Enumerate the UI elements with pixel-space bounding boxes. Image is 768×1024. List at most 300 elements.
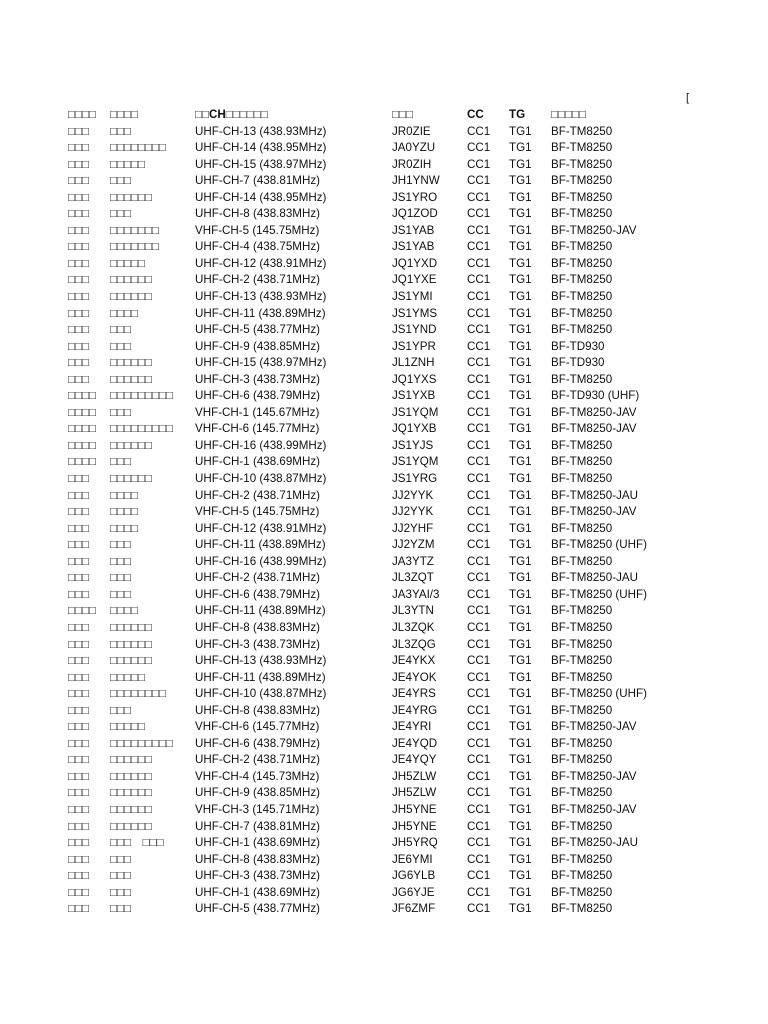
callsign-cell: JE4YKX [392, 654, 436, 668]
prefecture-cell: □□□ [68, 273, 90, 287]
table-row [68, 802, 728, 819]
model-cell: BF-TD930 (UHF) [551, 389, 640, 403]
callsign-cell: JG6YJE [392, 885, 435, 899]
callsign-cell: JE4YQD [392, 736, 438, 750]
model-cell: BF-TM8250 [551, 306, 613, 320]
tg-cell: TG1 [509, 538, 532, 552]
table-row [68, 703, 728, 720]
table-row [68, 355, 728, 372]
location-cell: □□□□ [110, 604, 139, 618]
prefecture-cell: □□□ [68, 488, 90, 502]
prefecture-cell: □□□ [68, 207, 90, 221]
table-row [68, 421, 728, 438]
tg-cell: TG1 [509, 273, 532, 287]
cc-cell: CC1 [467, 753, 491, 767]
tg-cell: TG1 [509, 521, 532, 535]
table-row [68, 272, 728, 289]
channel-cell: UHF-CH-5 (438.77MHz) [195, 902, 320, 916]
location-cell: □□□□□□ [110, 438, 153, 452]
callsign-cell: JE4YRI [392, 720, 432, 734]
tg-cell: TG1 [509, 852, 532, 866]
channel-cell: VHF-CH-4 (145.73MHz) [195, 769, 320, 783]
channel-cell: UHF-CH-2 (438.71MHz) [195, 488, 320, 502]
model-cell: BF-TD930 [551, 339, 605, 353]
channel-cell: UHF-CH-6 (438.79MHz) [195, 389, 320, 403]
model-cell: BF-TM8250 [551, 554, 613, 568]
cc-cell: CC1 [467, 769, 491, 783]
table-row [68, 835, 728, 852]
tg-cell: TG1 [509, 422, 532, 436]
prefecture-cell: □□□ [68, 174, 90, 188]
table-row [68, 488, 728, 505]
channel-cell: UHF-CH-9 (438.85MHz) [195, 786, 320, 800]
model-cell: BF-TM8250 (UHF) [551, 587, 647, 601]
callsign-cell: JS1YPR [392, 339, 436, 353]
channel-cell: UHF-CH-10 (438.87MHz) [195, 472, 327, 486]
prefecture-cell: □□□ [68, 869, 90, 883]
header-cell-model: □□□□□ [551, 108, 587, 121]
table-row [68, 190, 728, 207]
location-cell: □□□ [110, 323, 132, 337]
prefecture-cell: □□□ [68, 521, 90, 535]
table-row [68, 256, 728, 273]
cc-cell: CC1 [467, 637, 491, 651]
prefecture-cell: □□□ [68, 223, 90, 237]
prefecture-cell: □□□ [68, 885, 90, 899]
table-row [68, 587, 728, 604]
cc-cell: CC1 [467, 455, 491, 469]
prefecture-cell: □□□ [68, 538, 90, 552]
channel-cell: VHF-CH-5 (145.75MHz) [195, 505, 320, 519]
channel-cell: UHF-CH-1 (438.69MHz) [195, 455, 320, 469]
prefecture-cell: □□□ [68, 620, 90, 634]
cc-cell: CC1 [467, 786, 491, 800]
model-cell: BF-TM8250-JAV [551, 405, 637, 419]
channel-cell: VHF-CH-3 (145.71MHz) [195, 802, 320, 816]
tg-cell: TG1 [509, 802, 532, 816]
channel-cell: UHF-CH-6 (438.79MHz) [195, 587, 320, 601]
tg-cell: TG1 [509, 819, 532, 833]
tg-cell: TG1 [509, 736, 532, 750]
location-cell: □□□□□□□□ [110, 687, 167, 701]
prefecture-cell: □□□ [68, 256, 90, 270]
table-row [68, 570, 728, 587]
cc-cell: CC1 [467, 422, 491, 436]
channel-cell: UHF-CH-11 (438.89MHz) [195, 604, 326, 618]
callsign-cell: JS1YRG [392, 472, 438, 486]
location-cell: □□□□□□□□□ [110, 736, 174, 750]
model-cell: BF-TM8250-JAV [551, 769, 637, 783]
model-cell: BF-TM8250 [551, 207, 613, 221]
channel-cell: UHF-CH-12 (438.91MHz) [195, 521, 327, 535]
prefecture-cell: □□□ [68, 339, 90, 353]
location-cell: □□□ [110, 902, 132, 916]
cc-cell: CC1 [467, 836, 491, 850]
location-cell: □□□ [110, 455, 132, 469]
channel-cell: UHF-CH-5 (438.77MHz) [195, 323, 320, 337]
location-cell: □□□□□□ [110, 819, 153, 833]
location-cell: □□□ [110, 339, 132, 353]
tg-cell: TG1 [509, 720, 532, 734]
location-cell: □□□□□□ [110, 620, 153, 634]
channel-cell: UHF-CH-16 (438.99MHz) [195, 438, 327, 452]
model-cell: BF-TM8250-JAV [551, 422, 637, 436]
table-row [68, 454, 728, 471]
callsign-cell: JQ1ZOD [392, 207, 438, 221]
header-cell-channel: □□CH□□□□□□ [195, 108, 268, 121]
callsign-cell: JJ2YYK [392, 488, 434, 502]
table-row [68, 885, 728, 902]
model-cell: BF-TM8250 [551, 885, 613, 899]
model-cell: BF-TM8250 [551, 852, 613, 866]
table-row [68, 670, 728, 687]
callsign-cell: JH5YRQ [392, 836, 438, 850]
tg-cell: TG1 [509, 207, 532, 221]
channel-cell: UHF-CH-11 (438.89MHz) [195, 306, 326, 320]
model-cell: BF-TD930 [551, 356, 605, 370]
model-cell: BF-TM8250 [551, 637, 613, 651]
tg-cell: TG1 [509, 240, 532, 254]
cc-cell: CC1 [467, 190, 491, 204]
table-row [68, 554, 728, 571]
prefecture-cell: □□□ [68, 240, 90, 254]
prefecture-cell: □□□ [68, 736, 90, 750]
table-row [68, 289, 728, 306]
tg-cell: TG1 [509, 256, 532, 270]
model-cell: BF-TM8250 [551, 290, 613, 304]
table-row [68, 239, 728, 256]
cc-cell: CC1 [467, 736, 491, 750]
cc-cell: CC1 [467, 554, 491, 568]
model-cell: BF-TM8250 [551, 472, 613, 486]
prefecture-cell: □□□ [68, 769, 90, 783]
tg-cell: TG1 [509, 869, 532, 883]
table-row [68, 868, 728, 885]
channel-cell: UHF-CH-8 (438.83MHz) [195, 620, 320, 634]
callsign-cell: JL3ZQT [392, 571, 434, 585]
cc-cell: CC1 [467, 372, 491, 386]
cc-cell: CC1 [467, 802, 491, 816]
channel-cell: UHF-CH-11 (438.89MHz) [195, 538, 326, 552]
model-cell: BF-TM8250-JAV [551, 802, 637, 816]
callsign-cell: JS1YXB [392, 389, 436, 403]
callsign-cell: JS1YRO [392, 190, 438, 204]
callsign-cell: JA3YTZ [392, 554, 434, 568]
table-row [68, 372, 728, 389]
table-body [68, 124, 728, 918]
callsign-cell: JQ1YXE [392, 273, 437, 287]
location-cell: □□□□□□ [110, 190, 153, 204]
tg-cell: TG1 [509, 836, 532, 850]
prefecture-cell: □□□ [68, 472, 90, 486]
location-cell: □□□□□□□ [110, 223, 160, 237]
cc-cell: CC1 [467, 587, 491, 601]
table-row [68, 537, 728, 554]
cc-cell: CC1 [467, 339, 491, 353]
prefecture-cell: □□□□ [68, 438, 97, 452]
tg-cell: TG1 [509, 620, 532, 634]
callsign-cell: JL3ZQG [392, 637, 436, 651]
channel-cell: UHF-CH-8 (438.83MHz) [195, 703, 320, 717]
tg-cell: TG1 [509, 389, 532, 403]
prefecture-cell: □□□ [68, 356, 90, 370]
table-row [68, 719, 728, 736]
channel-cell: UHF-CH-16 (438.99MHz) [195, 554, 327, 568]
callsign-cell: JQ1YXS [392, 372, 437, 386]
callsign-cell: JA3YAI/3 [392, 587, 440, 601]
model-cell: BF-TM8250 [551, 323, 613, 337]
location-cell: □□□□□□ [110, 654, 153, 668]
prefecture-cell: □□□ [68, 852, 90, 866]
location-cell: □□□□□□ [110, 637, 153, 651]
callsign-cell: JE4YQY [392, 753, 437, 767]
cc-cell: CC1 [467, 240, 491, 254]
tg-cell: TG1 [509, 488, 532, 502]
model-cell: BF-TM8250 [551, 174, 613, 188]
callsign-cell: JQ1YXD [392, 256, 438, 270]
channel-cell: UHF-CH-1 (438.69MHz) [195, 885, 320, 899]
channel-cell: UHF-CH-11 (438.89MHz) [195, 670, 326, 684]
location-cell: □□□ [110, 703, 132, 717]
location-cell: □□□□□□ [110, 472, 153, 486]
prefecture-cell: □□□□ [68, 422, 97, 436]
cc-cell: CC1 [467, 405, 491, 419]
prefecture-cell: □□□ [68, 802, 90, 816]
callsign-cell: JL3YTN [392, 604, 434, 618]
cc-cell: CC1 [467, 256, 491, 270]
tg-cell: TG1 [509, 306, 532, 320]
channel-cell: UHF-CH-7 (438.81MHz) [195, 174, 320, 188]
location-cell: □□□ □□□ [110, 836, 164, 850]
tg-cell: TG1 [509, 455, 532, 469]
location-cell: □□□□□□□ [110, 240, 160, 254]
prefecture-cell: □□□ [68, 786, 90, 800]
table-row [68, 306, 728, 323]
model-cell: BF-TM8250 [551, 703, 613, 717]
location-cell: □□□□ [110, 521, 139, 535]
callsign-cell: JE4YOK [392, 670, 437, 684]
header-cell-prefecture: □□□□ [68, 108, 97, 121]
location-cell: □□□□□□□□□ [110, 389, 174, 403]
cc-cell: CC1 [467, 472, 491, 486]
header-cell-cc: CC [467, 108, 484, 121]
model-cell: BF-TM8250 [551, 455, 613, 469]
table-row [68, 140, 728, 157]
tg-cell: TG1 [509, 339, 532, 353]
prefecture-cell: □□□□ [68, 389, 97, 403]
model-cell: BF-TM8250 [551, 620, 613, 634]
cc-cell: CC1 [467, 141, 491, 155]
location-cell: □□□ [110, 554, 132, 568]
cc-cell: CC1 [467, 687, 491, 701]
location-cell: □□□□□□ [110, 769, 153, 783]
callsign-cell: JH5ZLW [392, 786, 437, 800]
channel-cell: UHF-CH-9 (438.85MHz) [195, 339, 320, 353]
tg-cell: TG1 [509, 654, 532, 668]
cc-cell: CC1 [467, 157, 491, 171]
prefecture-cell: □□□ [68, 902, 90, 916]
location-cell: □□□□□□ [110, 356, 153, 370]
cc-cell: CC1 [467, 819, 491, 833]
model-cell: BF-TM8250 [551, 240, 613, 254]
prefecture-cell: □□□□ [68, 604, 97, 618]
cc-cell: CC1 [467, 323, 491, 337]
callsign-cell: JS1YJS [392, 438, 434, 452]
cc-cell: CC1 [467, 620, 491, 634]
callsign-cell: JH1YNW [392, 174, 440, 188]
model-cell: BF-TM8250 (UHF) [551, 538, 647, 552]
callsign-cell: JQ1YXB [392, 422, 437, 436]
callsign-cell: JS1YAB [392, 240, 435, 254]
model-cell: BF-TM8250 [551, 654, 613, 668]
prefecture-cell: □□□ [68, 141, 90, 155]
model-cell: BF-TM8250 [551, 157, 613, 171]
tg-cell: TG1 [509, 174, 532, 188]
model-cell: BF-TM8250 [551, 256, 613, 270]
tg-cell: TG1 [509, 786, 532, 800]
channel-cell: UHF-CH-10 (438.87MHz) [195, 687, 327, 701]
model-cell: BF-TM8250-JAU [551, 488, 638, 502]
repeater-table [68, 107, 728, 918]
model-cell: BF-TM8250 [551, 141, 613, 155]
table-row [68, 223, 728, 240]
location-cell: □□□□□ [110, 157, 146, 171]
location-cell: □□□ [110, 207, 132, 221]
tg-cell: TG1 [509, 405, 532, 419]
callsign-cell: JA0YZU [392, 141, 436, 155]
channel-cell: UHF-CH-13 (438.93MHz) [195, 290, 327, 304]
tg-cell: TG1 [509, 356, 532, 370]
callsign-cell: JH5ZLW [392, 769, 437, 783]
table-row [68, 405, 728, 422]
prefecture-cell: □□□□ [68, 405, 97, 419]
table-row [68, 438, 728, 455]
callsign-cell: JH5YNE [392, 802, 437, 816]
cc-cell: CC1 [467, 902, 491, 916]
channel-cell: UHF-CH-15 (438.97MHz) [195, 356, 327, 370]
cc-cell: CC1 [467, 720, 491, 734]
callsign-cell: JS1YQM [392, 405, 439, 419]
tg-cell: TG1 [509, 604, 532, 618]
prefecture-cell: □□□ [68, 720, 90, 734]
callsign-cell: JJ2YYK [392, 505, 434, 519]
model-cell: BF-TM8250 [551, 670, 613, 684]
location-cell: □□□□□□ [110, 290, 153, 304]
location-cell: □□□□ [110, 505, 139, 519]
location-cell: □□□ [110, 571, 132, 585]
prefecture-cell: □□□ [68, 819, 90, 833]
cc-cell: CC1 [467, 538, 491, 552]
channel-cell: VHF-CH-6 (145.77MHz) [195, 720, 320, 734]
table-row [68, 752, 728, 769]
model-cell: BF-TM8250 [551, 124, 613, 138]
prefecture-cell: □□□ [68, 571, 90, 585]
table-row [68, 785, 728, 802]
prefecture-cell: □□□□ [68, 455, 97, 469]
cc-cell: CC1 [467, 207, 491, 221]
model-cell: BF-TM8250 [551, 819, 613, 833]
tg-cell: TG1 [509, 124, 532, 138]
prefecture-cell: □□□ [68, 587, 90, 601]
model-cell: BF-TM8250 [551, 869, 613, 883]
location-cell: □□□ [110, 885, 132, 899]
table-row [68, 686, 728, 703]
callsign-cell: JL3ZQK [392, 620, 435, 634]
location-cell: □□□□□□□□ [110, 141, 167, 155]
prefecture-cell: □□□ [68, 703, 90, 717]
cc-cell: CC1 [467, 571, 491, 585]
cc-cell: CC1 [467, 306, 491, 320]
location-cell: □□□ [110, 405, 132, 419]
model-cell: BF-TM8250 [551, 786, 613, 800]
tg-cell: TG1 [509, 587, 532, 601]
tg-cell: TG1 [509, 885, 532, 899]
location-cell: □□□□□□ [110, 786, 153, 800]
callsign-cell: JJ2YZM [392, 538, 435, 552]
channel-cell: VHF-CH-5 (145.75MHz) [195, 223, 320, 237]
prefecture-cell: □□□ [68, 554, 90, 568]
location-cell: □□□□□□ [110, 802, 153, 816]
table-row [68, 504, 728, 521]
table-row [68, 901, 728, 918]
cc-cell: CC1 [467, 505, 491, 519]
cc-cell: CC1 [467, 670, 491, 684]
tg-cell: TG1 [509, 554, 532, 568]
callsign-cell: JE4YRG [392, 703, 438, 717]
callsign-cell: JH5YNE [392, 819, 437, 833]
prefecture-cell: □□□ [68, 372, 90, 386]
table-row [68, 339, 728, 356]
location-cell: □□□□□□ [110, 273, 153, 287]
table-row [68, 521, 728, 538]
cc-cell: CC1 [467, 124, 491, 138]
tg-cell: TG1 [509, 637, 532, 651]
header-cell-location: □□□□ [110, 108, 139, 121]
channel-cell: UHF-CH-6 (438.79MHz) [195, 736, 320, 750]
location-cell: □□□□□□ [110, 753, 153, 767]
channel-cell: UHF-CH-13 (438.93MHz) [195, 654, 327, 668]
model-cell: BF-TM8250-JAV [551, 505, 637, 519]
cc-cell: CC1 [467, 356, 491, 370]
model-cell: BF-TM8250 [551, 902, 613, 916]
channel-cell: UHF-CH-14 (438.95MHz) [195, 190, 327, 204]
tg-cell: TG1 [509, 769, 532, 783]
model-cell: BF-TM8250-JAU [551, 571, 638, 585]
location-cell: □□□ [110, 587, 132, 601]
channel-cell: UHF-CH-2 (438.71MHz) [195, 753, 320, 767]
table-row [68, 736, 728, 753]
prefecture-cell: □□□ [68, 637, 90, 651]
table-row [68, 388, 728, 405]
callsign-cell: JS1YQM [392, 455, 439, 469]
tg-cell: TG1 [509, 902, 532, 916]
location-cell: □□□ [110, 124, 132, 138]
callsign-cell: JR0ZIE [392, 124, 431, 138]
channel-cell: VHF-CH-6 (145.77MHz) [195, 422, 320, 436]
cc-cell: CC1 [467, 703, 491, 717]
channel-cell: UHF-CH-14 (438.95MHz) [195, 141, 327, 155]
location-cell: □□□ [110, 174, 132, 188]
cc-cell: CC1 [467, 604, 491, 618]
model-cell: BF-TM8250 [551, 604, 613, 618]
location-cell: □□□ [110, 869, 132, 883]
table-row [68, 653, 728, 670]
model-cell: BF-TM8250 [551, 372, 613, 386]
callsign-cell: JS1YAB [392, 223, 435, 237]
channel-cell: UHF-CH-2 (438.71MHz) [195, 273, 320, 287]
channel-cell: UHF-CH-8 (438.83MHz) [195, 852, 320, 866]
channel-cell: VHF-CH-1 (145.67MHz) [195, 405, 320, 419]
